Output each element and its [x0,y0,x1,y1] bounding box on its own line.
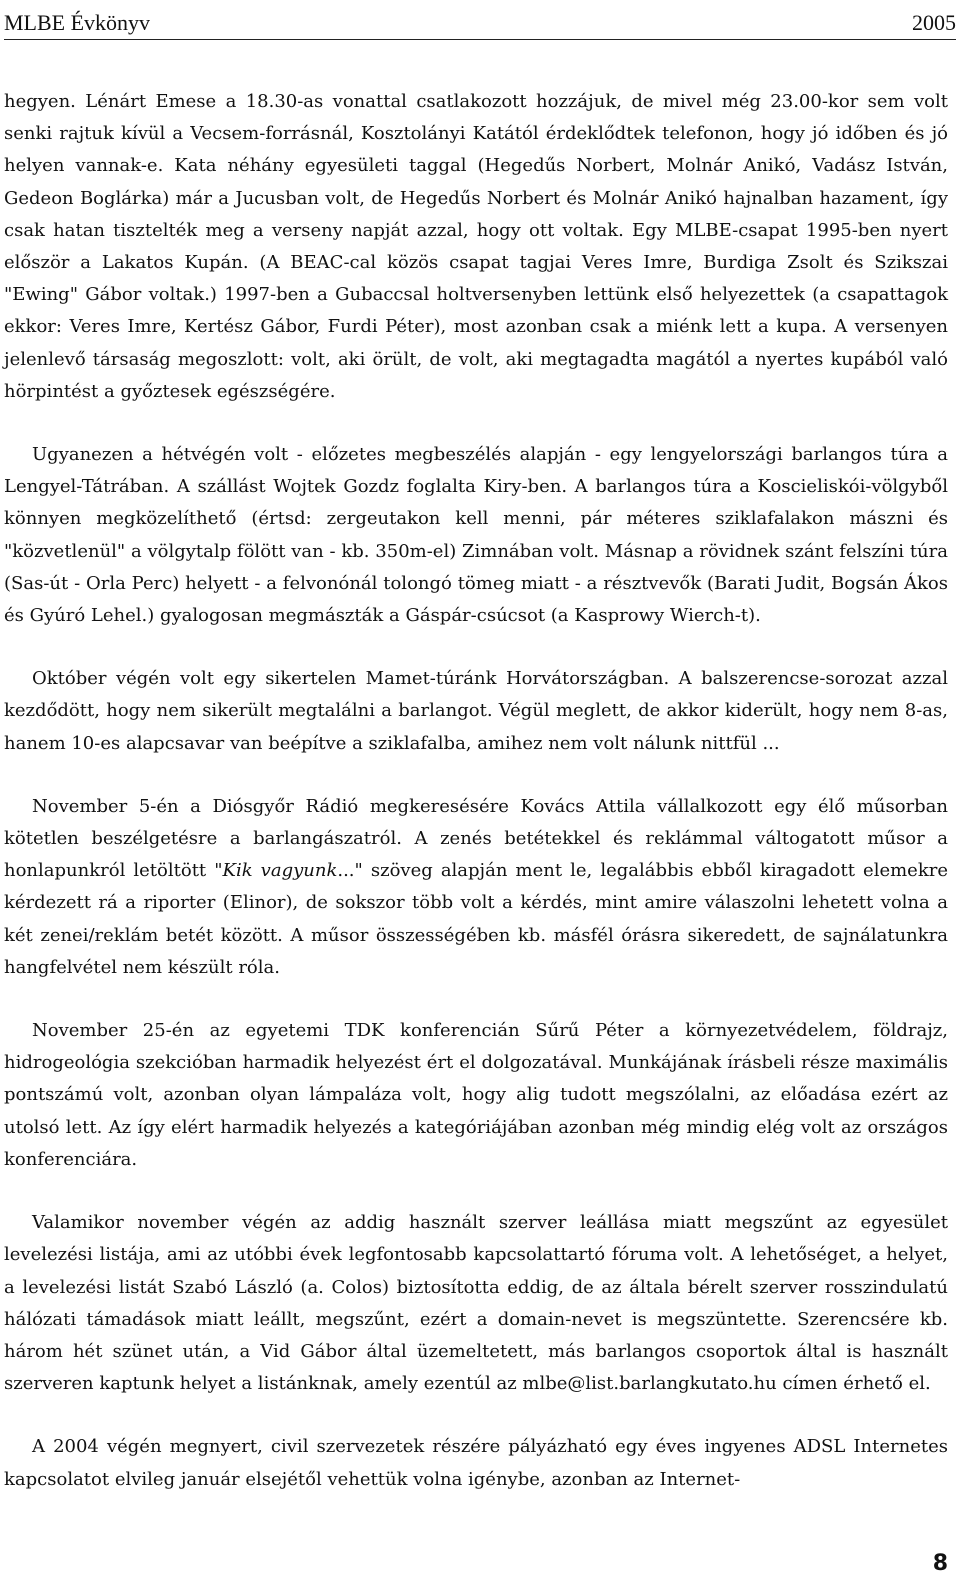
italic-text: Kik vagyunk [222,860,338,882]
paragraph-text: A 2004 végén megnyert, civil szervezetek részére pályázható egy éves ingyenes ADSL Internetes kapcsolatot elvileg január elsejétől vehettük volna igénybe, azonban az Internet- [4,1436,948,1490]
header-year: 2005 [912,10,956,35]
paragraph-text: hegyen. Lénárt Emese a 18.30-as vonattal csatlakozott hozzájuk, de mivel még 23.00-kor sem volt senki rajtuk kívül a Vecsem-forrásnál, Kosztolányi Katától érdeklődtek telefonon, hogy jó időben és jó helyen vannak-e. Kata néhány egyesületi taggal (Hegedűs Norbert, Molnár Anikó, Vadász István, Gedeon Boglárka) már a Jucusban volt, de Hegedűs Norbert és Molnár Anikó hajnalban hazament, így csak hatan tisztelték meg a verseny napját azzal, hogy ott voltak. Egy MLBE-csapat 1995-ben nyert először a Lakatos Kupán. (A BEAC-cal közös csapat tagjai Veres Imre, Burdiga Zsolt és Szikszai "Ewing" Gábor voltak.) 1997-ben a Gubaccsal holtversenyben lettünk első helyezettek (a csapattagok ekkor: Veres Imre, Kertész Gábor, Furdi Péter), most azonban csak a miénk lett a kupa. A versenyen jelenlevő társaság megoszlott: volt, aki örült, de volt, aki megtagadta magától a nyertes kupából való hörpintést a győztesek egészségére. [4,91,948,402]
body-text [4,86,948,1527]
page-number: 8 [932,1551,948,1576]
paragraph [4,1207,948,1400]
paragraph [4,663,948,760]
paragraph-text: November 25-én az egyetemi TDK konferencián Sűrű Péter a környezetvédelem, földrajz, hidrogeológia szekcióban harmadik helyezést ért el dolgozatával. Munkájának írásbeli része maximális pontszámú volt, azonban olyan lámpaláza volt, hogy alig tudott megszólalni, az előadása ezért az utolsó lett. Az így elért harmadik helyezés a kategóriájában azonban még mindig elég volt az országos konferenciára. [4,1020,948,1170]
paragraph-text: ..." szöveg alapján ment le, legalábbis ebből kiragadott elemekre kérdezett rá a riporter (Elinor), de sokszor több volt a kérdés, mint amire válaszolni lehetett volna a két zenei/reklám betét között. A műsor összességében kb. másfél órásra sikeredett, de sajnálatunkra hangfelvétel nem készült róla. [4,860,948,978]
paragraph [4,439,948,632]
paragraph-text: Valamikor november végén az addig használt szerver leállása miatt megszűnt az egyesület levelezési listája, ami az utóbbi évek legfontosabb kapcsolattartó fóruma volt. A lehetőséget, a helyet, a levelezési listát Szabó László (a. Colos) biztosította eddig, de az általa bérelt szerver rosszindulatú hálózati támadások miatt leállt, megszűnt, ezért a domain-nevet is megszüntette. Szerencsére kb. három hét szünet után, a Vid Gábor által üzemeltetett, más barlangos csoportok által is használt szerveren kaptunk helyet a listánknak, amely ezentúl az mlbe@list.barlangkutato.hu címen érhető el. [4,1212,948,1395]
paragraph [4,791,948,984]
paragraph-text: Ugyanezen a hétvégén volt - előzetes megbeszélés alapján - egy lengyelországi barlangos túra a Lengyel-Tátrában. A szállást Wojtek Gozdz foglalta Kiry-ben. A barlangos túra a Koscieliskói-völgyből könnyen megközelíthető (értsd: zergeutakon kell menni, pár méteres sziklafalakon mászni és "közvetlenül" a völgytalp fölött van - kb. 350m-el) Zimnában volt. Másnap a rövidnek szánt felszíni túra (Sas-út - Orla Perc) helyett - a felvonónál tolongó tömeg miatt - a résztvevők (Barati Judit, Bogsán Ákos és Gyúró Lehel.) gyalogosan megmászták a Gáspár-csúcsot (a Kasprowy Wierch-t). [4,444,948,627]
paragraph [4,1431,948,1495]
paragraph-text: November 5-én a Diósgyőr Rádió megkeresésére Kovács Attila vállalkozott egy élő műsorban kötetlen beszélgetésre a barlangászatról. A zenés betétekkel és reklámmal váltogatott műsor a honlapunkról letöltött " [4,795,948,882]
paragraph-text: Október végén volt egy sikertelen Mamet-túránk Horvátországban. A balszerencse-sorozat azzal kezdődött, hogy nem sikerült megtalálni a barlangot. Végül meglett, de akkor kiderült, hogy nem 8-as, hanem 10-es alapcsavar van beépítve a sziklafalba, amihez nem volt nálunk nittfül ... [4,668,948,754]
paragraph [4,86,948,408]
paragraph [4,1015,948,1176]
header-title: MLBE Évkönyv [4,10,151,35]
running-header [4,4,956,40]
